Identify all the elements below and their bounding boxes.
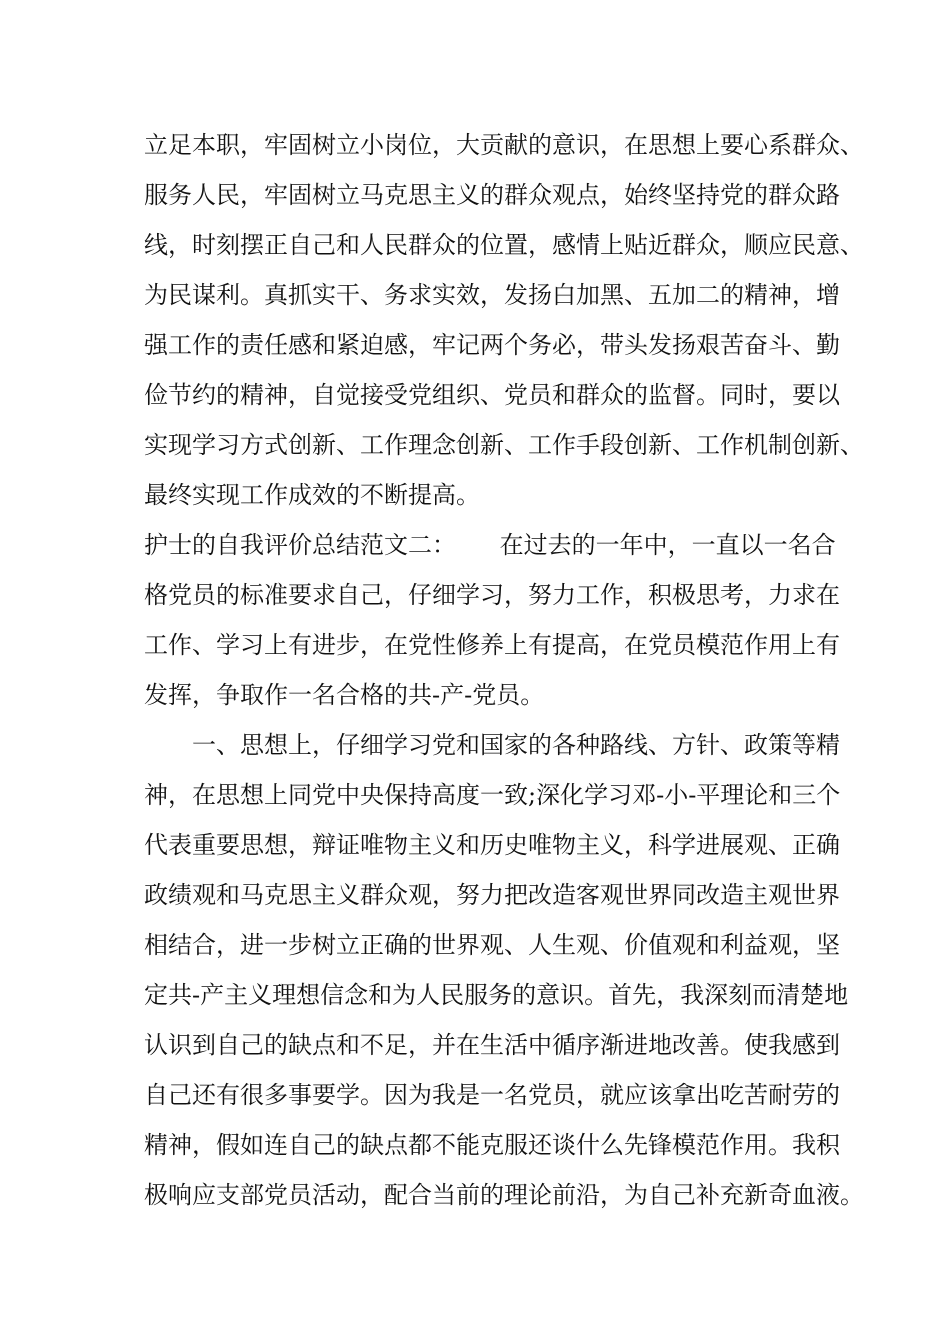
text-line: 服务人民，牢固树立马克思主义的群众观点，始终坚持党的群众路 — [144, 181, 840, 209]
text-line: 代表重要思想，辩证唯物主义和历史唯物主义，科学进展观、正确 — [144, 831, 840, 859]
text-line: 神，在思想上同党中央保持高度一致;深化学习邓-小-平理论和三个 — [144, 781, 841, 809]
text-line: 线，时刻摆正自己和人民群众的位置，感情上贴近群众，顺应民意、 — [144, 231, 864, 259]
text-line: 立足本职，牢固树立小岗位，大贡献的意识，在思想上要心系群众、 — [144, 131, 864, 159]
text-line: 相结合，进一步树立正确的世界观、人生观、价值观和利益观，坚 — [144, 931, 840, 959]
section-heading-line: 护士的自我评价总结范文二： 在过去的一年中，一直以一名合 — [144, 531, 836, 559]
text-line: 最终实现工作成效的不断提高。 — [144, 481, 480, 509]
text-line: 极响应支部党员活动，配合当前的理论前沿，为自己补充新奇血液。 — [144, 1181, 864, 1209]
text-line: 工作、学习上有进步，在党性修养上有提高，在党员模范作用上有 — [144, 631, 840, 659]
text-line: 为民谋利。真抓实干、务求实效，发扬白加黑、五加二的精神，增 — [144, 281, 840, 309]
text-line: 强工作的责任感和紧迫感，牢记两个务必，带头发扬艰苦奋斗、勤 — [144, 331, 840, 359]
text-line: 认识到自己的缺点和不足，并在生活中循序渐进地改善。使我感到 — [144, 1031, 840, 1059]
text-line: 格党员的标准要求自己，仔细学习，努力工作，积极思考，力求在 — [144, 581, 840, 609]
text-line: 自己还有很多事要学。因为我是一名党员，就应该拿出吃苦耐劳的 — [144, 1081, 840, 1109]
text-line: 俭节约的精神，自觉接受党组织、党员和群众的监督。同时，要以 — [144, 381, 840, 409]
text-line: 定共-产主义理想信念和为人民服务的意识。首先，我深刻而清楚地 — [144, 981, 849, 1009]
text-line: 实现学习方式创新、工作理念创新、工作手段创新、工作机制创新、 — [144, 431, 864, 459]
text-line: 政绩观和马克思主义群众观，努力把改造客观世界同改造主观世界 — [144, 881, 840, 909]
paragraph-start-line: 一、思想上，仔细学习党和国家的各种路线、方针、政策等精 — [144, 731, 840, 759]
text-line: 发挥，争取作一名合格的共-产-党员。 — [144, 681, 545, 709]
text-line: 精神，假如连自己的缺点都不能克服还谈什么先锋模范作用。我积 — [144, 1131, 840, 1159]
